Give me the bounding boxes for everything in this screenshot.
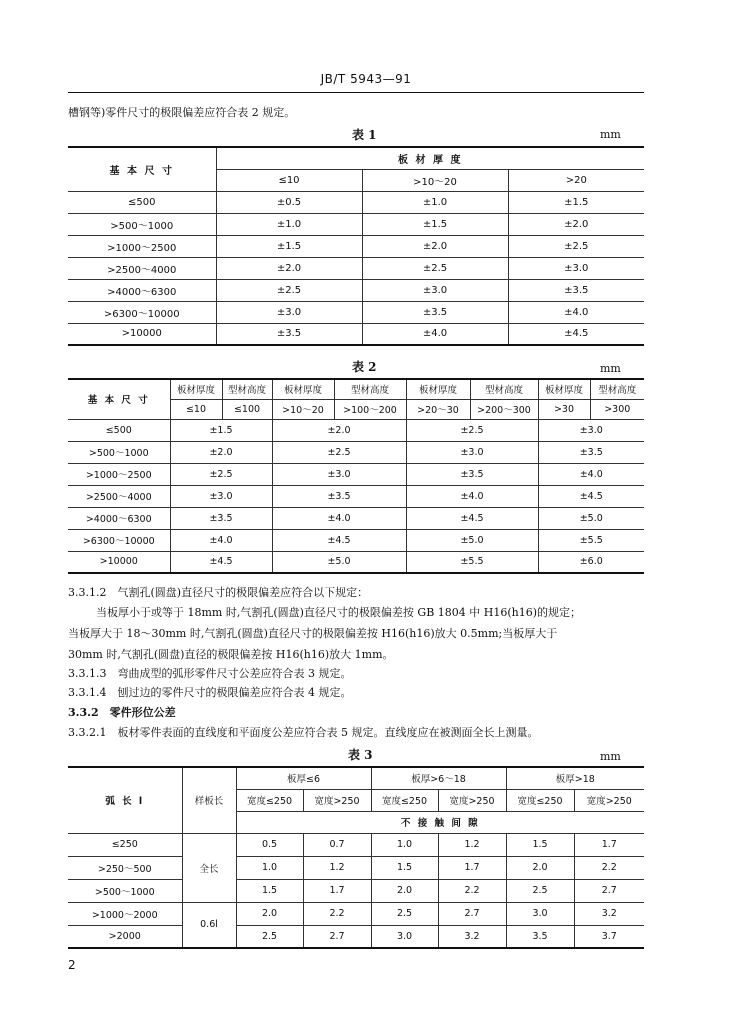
table-cell: ±2.0 [508, 213, 644, 235]
table-cell: ±3.0 [406, 441, 538, 463]
table-cell: ±3.0 [362, 279, 508, 301]
table-cell: ±1.0 [216, 213, 362, 235]
table-cell: ±5.0 [538, 507, 644, 529]
table-cell: ±1.5 [508, 191, 644, 213]
table-row [68, 833, 644, 856]
table3-group: 板厚>6～18 [371, 767, 506, 789]
table2-head-range: >100～200 [334, 399, 406, 419]
table-row [68, 463, 644, 485]
table3-width: 宽度≤250 [506, 789, 574, 811]
page-number: 2 [68, 958, 76, 972]
table-cell: 2.5 [371, 902, 438, 925]
table-row [68, 485, 644, 507]
table-cell: 1.5 [506, 833, 574, 856]
table-cell: ±3.5 [272, 485, 406, 507]
table-cell: 1.5 [236, 879, 303, 902]
table-cell: 2.7 [303, 925, 371, 948]
table-cell: >6300～10000 [68, 301, 216, 323]
table1-caption: 表 1 [352, 128, 377, 142]
clause-3-3-2-1: 3.3.2.1 板材零件表面的直线度和平面度公差应符合表 5 规定。直线度应在被测面全长上测量。 [68, 726, 539, 739]
table-cell: 3.0 [371, 925, 438, 948]
table-cell: ±5.0 [272, 551, 406, 573]
table-cell: >10000 [68, 551, 170, 573]
table-cell: 1.7 [574, 833, 644, 856]
table-cell: >4000～6300 [68, 507, 170, 529]
table-cell: 2.7 [574, 879, 644, 902]
table-cell: >500～1000 [68, 879, 182, 902]
table3-width: 宽度>250 [574, 789, 644, 811]
table-cell: 2.5 [506, 879, 574, 902]
table-cell: ±3.5 [362, 301, 508, 323]
table-cell: 1.5 [371, 856, 438, 879]
table-cell: >2500～4000 [68, 257, 216, 279]
table-cell: ±3.5 [406, 463, 538, 485]
table-cell: ±5.0 [406, 529, 538, 551]
table-cell: ±4.5 [406, 507, 538, 529]
table-cell: 1.0 [236, 856, 303, 879]
table-cell: ±4.0 [538, 463, 644, 485]
table3-group: 板厚≤6 [236, 767, 371, 789]
table1-thick-col: >20 [508, 169, 644, 191]
table-cell: ±2.5 [508, 235, 644, 257]
table-cell: ±3.0 [272, 463, 406, 485]
table-cell: ±1.5 [216, 235, 362, 257]
table-cell: ±2.5 [216, 279, 362, 301]
table3-caption: 表 3 [348, 748, 373, 762]
table-cell: ±2.5 [362, 257, 508, 279]
table-cell: 2.2 [438, 879, 506, 902]
table-cell: ±2.0 [216, 257, 362, 279]
table-row [68, 323, 644, 345]
table-cell: >500～1000 [68, 441, 170, 463]
table-2 [68, 378, 644, 574]
table3-header-template: 样板长 [182, 767, 236, 833]
table-cell: >1000～2500 [68, 235, 216, 257]
table2-head-range: ≤10 [170, 399, 222, 419]
table2-head-range: >200～300 [470, 399, 538, 419]
table-cell: 2.5 [236, 925, 303, 948]
table-row [68, 419, 644, 441]
table-cell: 3.0 [506, 902, 574, 925]
table-cell: ±3.0 [216, 301, 362, 323]
table-cell: ±6.0 [538, 551, 644, 573]
table3-width: 宽度>250 [438, 789, 506, 811]
table-cell: ±3.5 [508, 279, 644, 301]
paragraph-line: 当板厚大于 18～30mm 时,气割孔(圆盘)直径尺寸的极限偏差按 H16(h16)放大 0.5mm;当板厚大于 [68, 627, 558, 640]
table-cell: 0.5 [236, 833, 303, 856]
table-row [68, 856, 644, 879]
table-cell: ±3.5 [216, 323, 362, 345]
table-row [68, 301, 644, 323]
table2-header-basic: 基 本 尺 寸 [68, 379, 170, 419]
table-cell: ±0.5 [216, 191, 362, 213]
table-cell: 0.7 [303, 833, 371, 856]
table-cell: 2.2 [574, 856, 644, 879]
clause-3-3-1-2: 3.3.1.2 气割孔(圆盘)直径尺寸的极限偏差应符合以下规定： [68, 586, 369, 599]
document-header: JB/T 5943—91 [320, 72, 412, 86]
table3-gap-label: 不 接 触 间 隙 [236, 811, 644, 833]
table-row [68, 213, 644, 235]
table-cell: ±3.5 [538, 441, 644, 463]
table-cell: ±2.5 [170, 463, 272, 485]
table-cell: >1000～2500 [68, 463, 170, 485]
table-cell: >4000～6300 [68, 279, 216, 301]
table-cell: ±4.5 [272, 529, 406, 551]
table1-header-thickness: 板 材 厚 度 [216, 147, 644, 169]
table2-head-name: 板材厚度 [406, 379, 470, 399]
table-cell: ±3.0 [170, 485, 272, 507]
table-cell: ±3.0 [508, 257, 644, 279]
table-cell: ±4.0 [406, 485, 538, 507]
table2-head-name: 板材厚度 [170, 379, 222, 399]
table-cell: ±4.0 [170, 529, 272, 551]
table-cell: ±1.5 [362, 213, 508, 235]
table-cell: 3.5 [506, 925, 574, 948]
table-cell: ≤250 [68, 833, 182, 856]
table3-template-full: 全长 [182, 833, 236, 902]
table1-thick-col: ≤10 [216, 169, 362, 191]
table-cell: >10000 [68, 323, 216, 345]
table2-head-name: 型材高度 [470, 379, 538, 399]
table-cell: ±5.5 [538, 529, 644, 551]
table2-head-name: 型材高度 [222, 379, 272, 399]
table-cell: ±1.5 [170, 419, 272, 441]
table-cell: 2.7 [438, 902, 506, 925]
table2-head-name: 型材高度 [590, 379, 644, 399]
table-cell: 1.7 [303, 879, 371, 902]
table-cell: >2000 [68, 925, 182, 948]
table-cell: ±2.0 [272, 419, 406, 441]
table-row [68, 902, 644, 925]
table-cell: ±1.0 [362, 191, 508, 213]
paragraph-line: 当板厚小于或等于 18mm 时,气割孔(圆盘)直径尺寸的极限偏差按 GB 1804 中 H16(h16)的规定； [96, 606, 582, 619]
table-cell: ≤500 [68, 419, 170, 441]
table-cell: >2500～4000 [68, 485, 170, 507]
table-cell: ±4.5 [538, 485, 644, 507]
table1-thick-col: >10～20 [362, 169, 508, 191]
table-cell: 2.0 [371, 879, 438, 902]
table-cell: 1.2 [303, 856, 371, 879]
table-row [68, 507, 644, 529]
table-cell: ±4.0 [272, 507, 406, 529]
table-cell: ±3.5 [170, 507, 272, 529]
table3-width: 宽度≤250 [236, 789, 303, 811]
table-cell: 1.0 [371, 833, 438, 856]
header-rule [68, 92, 644, 93]
table-cell: ±4.0 [362, 323, 508, 345]
table-cell: 3.7 [574, 925, 644, 948]
table3-header-arc: 弧 长 l [68, 767, 182, 833]
paragraph-line: 30mm 时,气割孔(圆盘)直径的极限偏差按 H16(h16)放大 1mm。 [68, 648, 394, 661]
clause-3-3-1-3: 3.3.1.3 弯曲成型的弧形零件尺寸公差应符合表 3 规定。 [68, 667, 352, 680]
table-cell: ±5.5 [406, 551, 538, 573]
table2-head-name: 板材厚度 [538, 379, 590, 399]
table-3 [68, 766, 644, 949]
table3-group: 板厚>18 [506, 767, 644, 789]
table3-width: 宽度>250 [303, 789, 371, 811]
clause-3-3-1-4: 3.3.1.4 刨过边的零件尺寸的极限偏差应符合表 4 规定。 [68, 686, 352, 699]
table-cell: ±4.5 [170, 551, 272, 573]
table-row [68, 257, 644, 279]
table2-caption: 表 2 [352, 360, 377, 374]
table1-header-basic: 基 本 尺 寸 [68, 147, 216, 191]
table-row [68, 551, 644, 573]
table2-head-range: >30 [538, 399, 590, 419]
table-cell: 1.2 [438, 833, 506, 856]
table-row [68, 441, 644, 463]
table-cell: 3.2 [438, 925, 506, 948]
intro-line: 槽钢等)零件尺寸的极限偏差应符合表 2 规定。 [68, 106, 296, 119]
table-cell: ±2.0 [362, 235, 508, 257]
table-cell: 2.2 [303, 902, 371, 925]
table-row [68, 235, 644, 257]
table2-head-name: 型材高度 [334, 379, 406, 399]
table-cell: ±2.5 [272, 441, 406, 463]
table1-unit: mm [600, 128, 621, 141]
clause-3-3-2: 3.3.2 零件形位公差 [68, 706, 176, 719]
table-cell: ±3.0 [538, 419, 644, 441]
table-row [68, 879, 644, 902]
table2-head-range: >20～30 [406, 399, 470, 419]
table3-unit: mm [600, 750, 621, 763]
table-row [68, 925, 644, 948]
table-cell: ±2.5 [406, 419, 538, 441]
table-row [68, 191, 644, 213]
table-cell: >500～1000 [68, 213, 216, 235]
table-row [68, 529, 644, 551]
table3-width: 宽度≤250 [371, 789, 438, 811]
table-cell: >250～500 [68, 856, 182, 879]
table-cell: ±4.0 [508, 301, 644, 323]
table-cell: 2.0 [236, 902, 303, 925]
table-cell: ≤500 [68, 191, 216, 213]
table-cell: 3.2 [574, 902, 644, 925]
table-cell: 1.7 [438, 856, 506, 879]
table2-head-name: 板材厚度 [272, 379, 334, 399]
table2-head-range: >300 [590, 399, 644, 419]
table3-template-part: 0.6l [182, 902, 236, 948]
table-cell: >1000～2000 [68, 902, 182, 925]
table-cell: ±2.0 [170, 441, 272, 463]
table2-head-range: ≤100 [222, 399, 272, 419]
table2-unit: mm [600, 362, 621, 375]
table-cell: >6300～10000 [68, 529, 170, 551]
table-cell: ±4.5 [508, 323, 644, 345]
table-1 [68, 146, 644, 346]
table-cell: 2.0 [506, 856, 574, 879]
table-row [68, 279, 644, 301]
table2-head-range: >10～20 [272, 399, 334, 419]
